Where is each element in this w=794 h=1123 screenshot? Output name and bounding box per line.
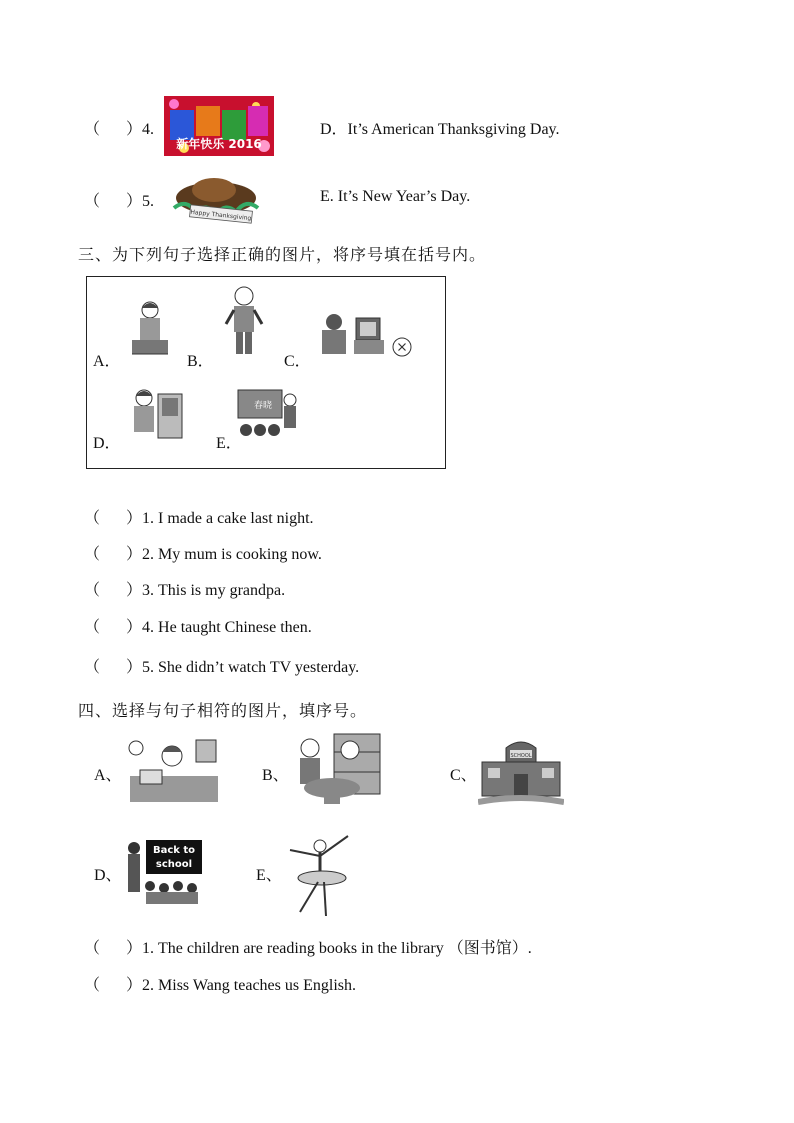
s2-option-d: D．It’s American Thanksgiving Day. [320,121,560,138]
s4-option-c-label: C、 [450,767,477,784]
s4-option-d-label: D、 [94,867,122,884]
thanksgiving-turkey-image [166,168,266,224]
children-library-image [294,732,382,806]
board-text: 春晓 [254,401,273,411]
s3-question-2[interactable]: （ ）2. My mum is cooking now. [84,546,322,563]
s4-option-a-label: A、 [94,767,122,784]
s2-item-5-paren[interactable]: （ ）5. [84,193,155,210]
s3-question-3[interactable]: （ ）3. This is my grandpa. [84,582,286,599]
s3-option-e-label: E． [216,435,242,452]
boy-studying-image [126,736,222,806]
s4-question-1[interactable]: （ ）1. The children are reading books in the library （图书馆）. [84,940,532,957]
banner-text: 新年快乐 2016 [176,137,262,151]
teacher-classroom-image [236,386,300,440]
school-building-image [478,736,564,806]
s4-option-b-label: B、 [262,767,289,784]
s3-option-d-label: D． [93,435,121,452]
school-sign: SCHOOL [510,753,532,759]
woman-baking-image [128,298,172,360]
s3-question-1[interactable]: （ ）1. I made a cake last night. [84,510,314,527]
board-line-1: Back to [152,845,196,856]
s4-option-e-label: E、 [256,867,282,884]
cross-icon [392,337,412,357]
grandpa-image [224,284,264,358]
section3-heading: 三、为下列句子选择正确的图片，将序号填在括号内。 [78,245,487,264]
s3-question-4[interactable]: （ ）4. He taught Chinese then. [84,619,312,636]
s3-option-c-label: C． [284,353,311,370]
s4-question-2[interactable]: （ ）2. Miss Wang teaches us English. [84,977,356,994]
back-to-school-image [124,836,204,908]
s3-question-5[interactable]: （ ）5. She didn’t watch TV yesterday. [84,659,360,676]
s3-option-a-label: A． [93,353,121,370]
s2-option-e: E. It’s New Year’s Day. [320,188,471,205]
s2-item-4-paren[interactable]: （ ）4. [84,121,155,138]
girl-watching-tv-image [318,310,386,358]
ballet-dancer-image [278,832,358,920]
new-year-banner-image [164,96,274,156]
section4-heading: 四、选择与句子相符的图片，填序号。 [78,701,368,720]
s3-option-b-label: B． [187,353,214,370]
woman-cooking-image [128,386,186,444]
board-line-2: school [155,859,193,870]
svg-text:Happy Thanksgiving: Happy Thanksgiving [190,208,252,223]
